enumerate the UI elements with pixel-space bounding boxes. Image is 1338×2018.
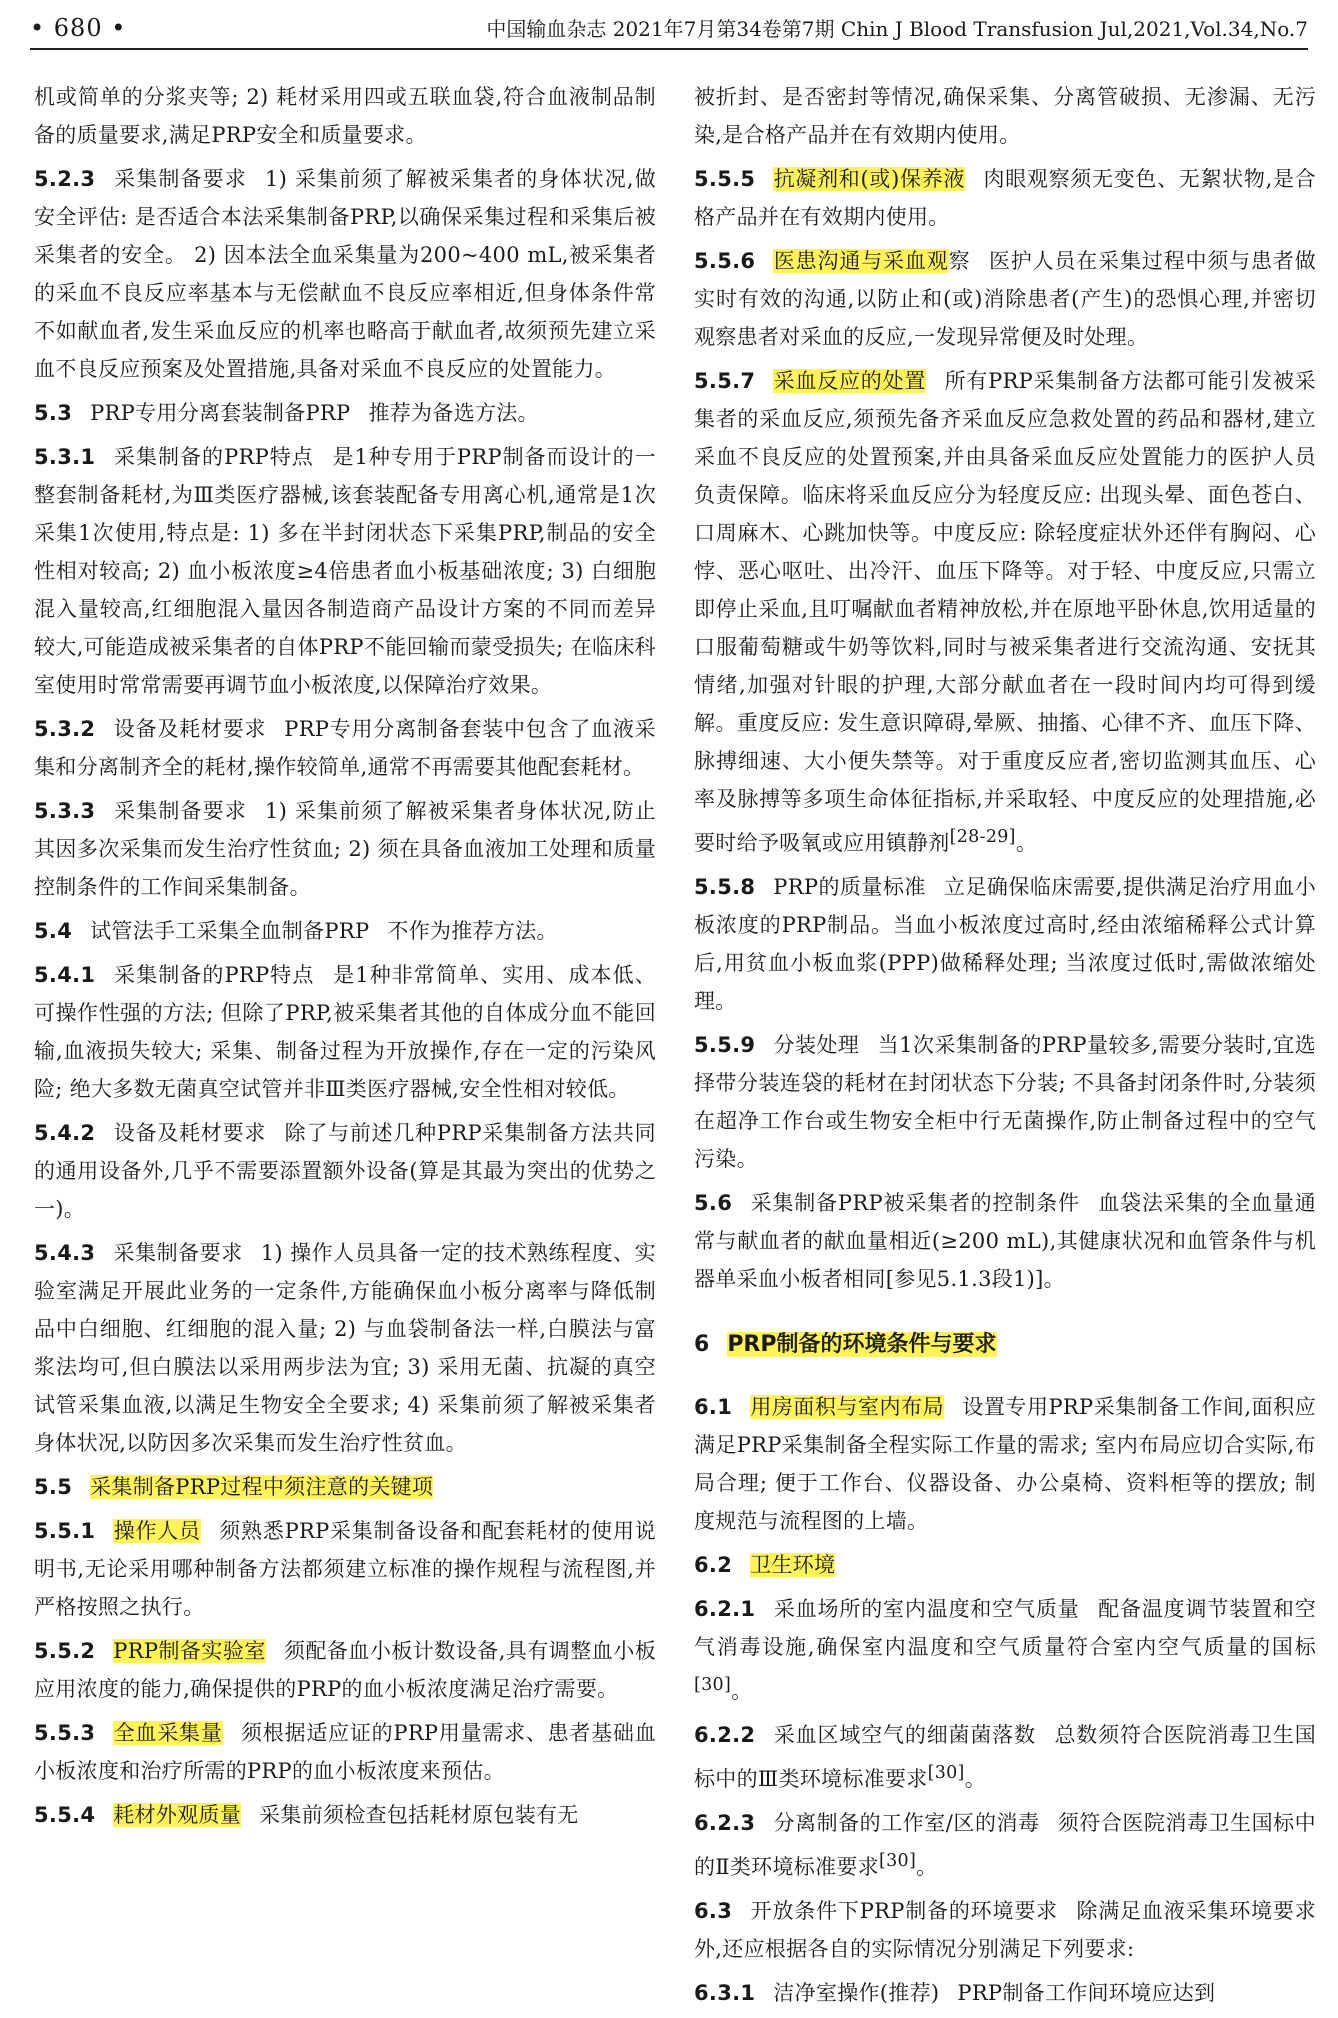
section-body: 须熟悉PRP采集制备设备和配套耗材的使用说明书,无论采用哪种制备方法都须建立标准的操作规程与流程图,并严格按照之执行。 bbox=[34, 1519, 656, 1619]
citation-ref: [28-29] bbox=[949, 827, 1016, 847]
section-title: 采集制备的PRP特点 bbox=[113, 963, 315, 987]
section-5-4-2 bbox=[34, 1114, 656, 1228]
citation-ref: [30] bbox=[694, 1675, 732, 1695]
section-title: 采血场所的室内温度和空气质量 bbox=[773, 1597, 1080, 1621]
section-number: 5.5.6 bbox=[694, 249, 756, 273]
section-body: 采集前须检查包括耗材原包装有无 bbox=[259, 1803, 579, 1827]
citation-ref: [30] bbox=[878, 1851, 917, 1871]
section-body: 血袋法采集的全血量通常与献血者的献血量相近(≥200 mL),其健康状况和血管条件与机器单采血小板者相同[参见5.1.3段1)]。 bbox=[694, 1191, 1316, 1291]
section-title: 采集制备要求 bbox=[113, 799, 247, 823]
section-number: 6.2 bbox=[694, 1553, 733, 1577]
section-number: 6.3 bbox=[694, 1899, 733, 1923]
section-body: 立足确保临床需要,提供满足治疗用血小板浓度的PRP制品。当血小板浓度过高时,经由浓缩稀释公式计算后,用贫血小板血浆(PPP)做稀释处理; 当浓度过低时,需做浓缩处理。 bbox=[694, 875, 1316, 1013]
section-number: 5.4 bbox=[34, 919, 73, 943]
section-5-5-1 bbox=[34, 1512, 656, 1626]
section-title: PRP的质量标准 bbox=[773, 875, 926, 899]
section-body: PRP制备工作间环境应达到 bbox=[957, 1981, 1216, 2005]
section-5-4-1 bbox=[34, 956, 656, 1108]
section-title-highlighted: 卫生环境 bbox=[750, 1553, 836, 1577]
section-title: 分离制备的工作室/区的消毒 bbox=[773, 1811, 1040, 1835]
section-6-1 bbox=[694, 1388, 1316, 1540]
section-5-5 bbox=[34, 1468, 656, 1506]
section-title: 采集制备要求 bbox=[113, 167, 247, 191]
section-title-highlighted: 抗凝剂和(或)保养液 bbox=[773, 167, 966, 191]
section-6-2-1 bbox=[694, 1590, 1316, 1710]
section-body: 总数须符合医院消毒卫生国标中的Ⅲ类环境标准要求 bbox=[694, 1723, 1316, 1791]
section-body: 1) 操作人员具备一定的技术熟练程度、实验室满足开展此业务的一定条件,方能确保血小板分离率与降低制品中白细胞、红细胞的混入量; 2) 与血袋制备法一样,白膜法与富浆法均可,但白膜法以采用两步法为宜; 3) 采用无菌、抗凝的真空试管采集血液,以满足生物安全全要求; 4) 采集前须了解被采集者身体状况,以防因多次采集而发生治疗性贫血。 bbox=[34, 1241, 656, 1455]
sentence-end: 。 bbox=[916, 1855, 938, 1879]
section-body: 设置专用PRP采集制备工作间,面积应满足PRP采集制备全程实际工作量的需求; 室内布局应切合实际,布局合理; 便于工作台、仪器设备、办公桌椅、资料柜等的摆放; 制度规范与流程图的上墙。 bbox=[694, 1395, 1316, 1533]
section-number: 6 bbox=[694, 1332, 710, 1357]
section-body: 1) 采集前须了解被采集者的身体状况,做安全评估: 是否适合本法采集制备PRP,以确保采集过程和采集后被采集者的安全。 2) 因本法全血采集量为200~400 mL,被采集者的采血不良反应率基本与无偿献血不良反应率相近,但身体条件常不如献血者,发生采血反应的机率也略高于献血者,故须预先建立采血不良反应预案及处置措施,具备对采血不良反应的处置能力。 bbox=[34, 167, 656, 381]
section-5-5-9 bbox=[694, 1026, 1316, 1178]
section-5-3-2 bbox=[34, 710, 656, 786]
section-number: 6.3.1 bbox=[694, 1981, 756, 2005]
section-number: 5.5.5 bbox=[694, 167, 756, 191]
section-number: 6.1 bbox=[694, 1395, 733, 1419]
section-number: 6.2.1 bbox=[694, 1597, 756, 1621]
section-body: 1) 采集前须了解被采集者身体状况,防止其因多次采集而发生治疗性贫血; 2) 须在具备血液加工处理和质量控制条件的工作间采集制备。 bbox=[34, 799, 656, 899]
citation-ref: [30] bbox=[927, 1763, 965, 1783]
paragraph-continuation: 被折封、是否密封等情况,确保采集、分离管破损、无渗漏、无污染,是合格产品并在有效期内使用。 bbox=[694, 85, 1316, 147]
section-number: 5.4.3 bbox=[34, 1241, 96, 1265]
running-header bbox=[30, 10, 1308, 50]
sentence-end: 。 bbox=[731, 1679, 753, 1703]
section-title: 采血区域空气的细菌菌落数 bbox=[773, 1723, 1036, 1747]
section-title-highlighted: PRP制备实验室 bbox=[113, 1639, 266, 1663]
section-number: 6.2.3 bbox=[694, 1811, 756, 1835]
section-5-5-6 bbox=[694, 242, 1316, 356]
section-body: PRP专用分离制备套装中包含了血液采集和分离制齐全的耗材,操作较简单,通常不再需要其他配套耗材。 bbox=[34, 717, 656, 779]
section-number: 5.5.7 bbox=[694, 369, 756, 393]
section-title: PRP专用分离套装制备PRP bbox=[90, 401, 351, 425]
section-number: 5.5.9 bbox=[694, 1033, 756, 1057]
section-title: 分装处理 bbox=[773, 1033, 860, 1057]
section-title-highlighted: 耗材外观质量 bbox=[113, 1803, 242, 1827]
section-title-highlighted: 采集制备PRP过程中须注意的关键项 bbox=[90, 1475, 434, 1499]
section-title: 洁净室操作(推荐) bbox=[773, 1981, 940, 2005]
section-title: 采集制备PRP被采集者的控制条件 bbox=[750, 1191, 1080, 1215]
section-6-3-1 bbox=[694, 1974, 1316, 2012]
section-number: 5.3.3 bbox=[34, 799, 96, 823]
section-title-highlighted: PRP制备的环境条件与要求 bbox=[727, 1332, 997, 1357]
section-body: 须配备血小板计数设备,具有调整血小板应用浓度的能力,确保提供的PRP的血小板浓度满足治疗需要。 bbox=[34, 1639, 656, 1701]
section-title-highlighted: 采血反应的处置 bbox=[773, 369, 927, 393]
sentence-end: 。 bbox=[964, 1767, 986, 1791]
left-column bbox=[34, 78, 656, 1840]
section-5-3-3 bbox=[34, 792, 656, 906]
section-number: 5.3 bbox=[34, 401, 73, 425]
section-title: 试管法手工采集全血制备PRP bbox=[90, 919, 370, 943]
section-body: 配备温度调节装置和空气消毒设施,确保室内温度和空气质量符合室内空气质量的国标 bbox=[694, 1597, 1316, 1659]
section-number: 5.5.3 bbox=[34, 1721, 96, 1745]
section-body: 除了与前述几种PRP采集制备方法共同的通用设备外,几乎不需要添置额外设备(算是其最为突出的优势之一)。 bbox=[34, 1121, 656, 1221]
section-title: 采集制备要求 bbox=[113, 1241, 243, 1265]
section-title-highlighted: 操作人员 bbox=[113, 1519, 201, 1543]
section-title: 采集制备的PRP特点 bbox=[113, 445, 314, 469]
section-body: 医护人员在采集过程中须与患者做实时有效的沟通,以防止和(或)消除患者(产生)的恐惧心理,并密切观察患者对采血的反应,一发现异常便及时处理。 bbox=[694, 249, 1316, 349]
section-5-6 bbox=[694, 1184, 1316, 1298]
section-number: 5.5.8 bbox=[694, 875, 756, 899]
section-title: 设备及耗材要求 bbox=[113, 717, 267, 741]
section-6-2 bbox=[694, 1546, 1316, 1584]
journal-citation: 中国输血杂志 2021年7月第34卷第7期 Chin J Blood Transfusion Jul,2021,Vol.34,No.7 bbox=[486, 17, 1308, 41]
section-title: 开放条件下PRP制备的环境要求 bbox=[750, 1899, 1058, 1923]
section-6-3 bbox=[694, 1892, 1316, 1968]
section-number: 5.4.2 bbox=[34, 1121, 96, 1145]
section-number: 5.3.1 bbox=[34, 445, 96, 469]
section-body: 推荐为备选方法。 bbox=[368, 401, 539, 425]
section-title-highlighted: 用房面积与室内布局 bbox=[750, 1395, 945, 1419]
section-title-highlighted: 医患沟通与采血观 bbox=[773, 249, 949, 273]
right-column bbox=[694, 78, 1316, 2018]
section-5-4-3 bbox=[34, 1234, 656, 1462]
section-5-5-7 bbox=[694, 362, 1316, 862]
section-5-5-5 bbox=[694, 160, 1316, 236]
section-5-4 bbox=[34, 912, 656, 950]
section-title-highlighted: 全血采集量 bbox=[113, 1721, 223, 1745]
section-5-2-3 bbox=[34, 160, 656, 388]
section-title-tail: 察 bbox=[948, 249, 971, 273]
paragraph-continuation: 机或简单的分浆夹等; 2) 耗材采用四或五联血袋,符合血液制品制备的质量要求,满足PRP安全和质量要求。 bbox=[34, 85, 656, 147]
section-body: 是1种非常简单、实用、成本低、可操作性强的方法; 但除了PRP,被采集者其他的自体成分血不能回输,血液损失较大; 采集、制备过程为开放操作,存在一定的污染风险; 绝大多数无菌真空试管并非Ⅲ类医疗器械,安全性相对较低。 bbox=[34, 963, 656, 1101]
section-5-3-1 bbox=[34, 438, 656, 704]
sentence-end: 。 bbox=[1015, 831, 1038, 855]
section-body: 当1次采集制备的PRP量较多,需要分装时,宜选择带分装连袋的耗材在封闭状态下分装; 不具备封闭条件时,分装须在超净工作台或生物安全柜中行无菌操作,防止制备过程中的空气污染。 bbox=[694, 1033, 1316, 1171]
section-body: 须符合医院消毒卫生国标中的Ⅱ类环境标准要求 bbox=[694, 1811, 1316, 1879]
section-number: 5.6 bbox=[694, 1191, 733, 1215]
section-number: 5.5 bbox=[34, 1475, 73, 1499]
section-6-2-2 bbox=[694, 1716, 1316, 1798]
section-number: 5.5.1 bbox=[34, 1519, 96, 1543]
chapter-heading-6 bbox=[694, 1328, 1316, 1362]
section-body: 须根据适应证的PRP用量需求、患者基础血小板浓度和治疗所需的PRP的血小板浓度来预估。 bbox=[34, 1721, 656, 1783]
section-number: 5.5.2 bbox=[34, 1639, 96, 1663]
section-6-2-3 bbox=[694, 1804, 1316, 1886]
section-5-5-4 bbox=[34, 1796, 656, 1834]
section-number: 5.2.3 bbox=[34, 167, 96, 191]
section-body: 所有PRP采集制备方法都可能引发被采集者的采血反应,须预先备齐采血反应急救处置的药品和器材,建立采血不良反应的处置预案,并由具备采血反应处置能力的医护人员负责保障。临床将采血反应分为轻度反应: 出现头晕、面色苍白、口周麻木、心跳加快等。中度反应: 除轻度症状外还伴有胸闷、心悖、恶心呕吐、出冷汗、血压下降等。对于轻、中度反应,只需立即停止采血,且叮嘱献血者精神放松,并在原地平卧休息,饮用适量的口服葡萄糖或牛奶等饮料,同时与被采集者进行交流沟通、安抚其情绪,加强对针眼的护理,大部分献血者在一段时间内均可得到缓解。重度反应: 发生意识障碍,晕厥、抽搐、心律不齐、血压下降、脉搏细速、大小便失禁等。对于重度反应者,密切监测其血压、心率及脉搏等多项生命体征指标,并采取轻、中度反应的处理措施,必要时给予吸氧或应用镇静剂 bbox=[694, 369, 1316, 855]
section-number: 6.2.2 bbox=[694, 1723, 756, 1747]
section-5-3 bbox=[34, 394, 656, 432]
section-body: 肉眼观察须无变色、无絮状物,是合格产品并在有效期内使用。 bbox=[694, 167, 1316, 229]
section-5-5-8 bbox=[694, 868, 1316, 1020]
section-body: 除满足血液采集环境要求外,还应根据各自的实际情况分别满足下列要求: bbox=[694, 1899, 1316, 1961]
section-number: 5.4.1 bbox=[34, 963, 96, 987]
section-number: 5.3.2 bbox=[34, 717, 96, 741]
section-5-5-3 bbox=[34, 1714, 656, 1790]
section-body: 是1种专用于PRP制备而设计的一整套制备耗材,为Ⅲ类医疗器械,该套装配备专用离心机,通常是1次采集1次使用,特点是: 1) 多在半封闭状态下采集PRP,制品的安全性相对较高; 2) 血小板浓度≥4倍患者血小板基础浓度; 3) 白细胞混入量较高,红细胞混入量因各制造商产品设计方案的不同而差异较大,可能造成被采集者的自体PRP不能回输而蒙受损失; 在临床科室使用时常常需要再调节血小板浓度,以保障治疗效果。 bbox=[34, 445, 656, 697]
section-number: 5.5.4 bbox=[34, 1803, 96, 1827]
section-body: 不作为推荐方法。 bbox=[387, 919, 558, 943]
section-title: 设备及耗材要求 bbox=[113, 1121, 267, 1145]
section-5-5-2 bbox=[34, 1632, 656, 1708]
page-number: • 680 • bbox=[30, 14, 127, 42]
